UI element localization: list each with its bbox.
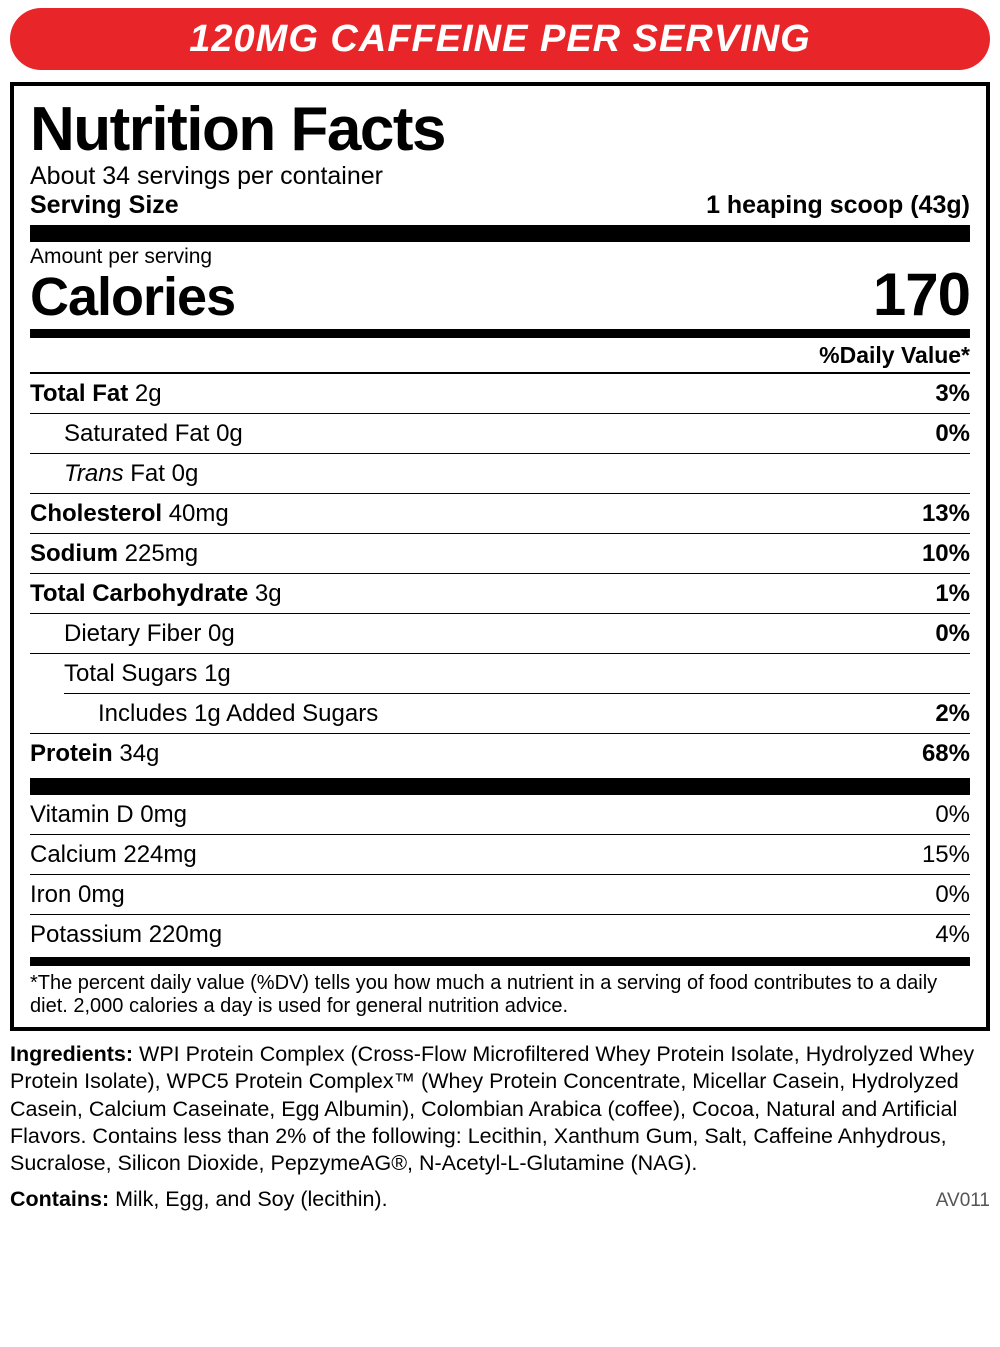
ingredients-label: Ingredients:: [10, 1041, 134, 1066]
nutrient-row: [30, 494, 970, 533]
divider-medium-calories: [30, 329, 970, 338]
nutrient-row: [30, 694, 970, 733]
daily-value-header: %Daily Value*: [819, 341, 970, 368]
divider-thick-protein: [30, 778, 970, 795]
nutrient-rows: [30, 374, 970, 773]
contains-line: [10, 1187, 388, 1212]
micronutrient-row: [30, 795, 970, 834]
nutrient-daily-value: 10%: [921, 539, 970, 567]
micronutrient-row: [30, 835, 970, 874]
nutrient-name: Includes 1g Added Sugars: [98, 699, 379, 727]
nutrient-row: [30, 454, 970, 493]
nutrient-row: [30, 414, 970, 453]
nutrient-daily-value: 2%: [935, 699, 970, 727]
serving-size-label: Serving Size: [30, 190, 179, 219]
nutrient-name: Total Carbohydrate 3g: [30, 579, 282, 607]
nutrient-name: Trans Fat 0g: [64, 459, 199, 487]
nutrient-row: [30, 534, 970, 573]
page-title: Nutrition Facts: [30, 95, 445, 164]
caffeine-banner: [10, 8, 990, 70]
nutrient-daily-value: 68%: [921, 739, 970, 767]
micronutrient-name: Potassium 220mg: [30, 920, 223, 948]
contains-section: [10, 1187, 990, 1212]
nutrient-daily-value: 3%: [935, 379, 970, 407]
ingredients-section: [10, 1041, 990, 1177]
micronutrient-daily-value: 0%: [935, 880, 970, 908]
nutrient-daily-value: 0%: [935, 419, 970, 447]
micronutrient-row: [30, 915, 970, 954]
micronutrient-rows: [30, 795, 970, 954]
product-code: AV011: [935, 1190, 990, 1212]
nutrient-daily-value: 0%: [935, 619, 970, 647]
nutrient-row: [30, 654, 970, 693]
nutrient-row: [30, 614, 970, 653]
micronutrient-name: Calcium 224mg: [30, 840, 197, 868]
serving-size-value: 1 heaping scoop (43g): [706, 190, 970, 219]
amount-per-serving-label: Amount per serving: [30, 244, 213, 268]
daily-value-footnote: *The percent daily value (%DV) tells you how much a nutrient in a serving of food contributes to a daily diet. 2,000 calories a day is used for general nutrition advice.: [30, 971, 938, 1018]
nutrient-row: [30, 574, 970, 613]
calories-row: [30, 260, 970, 328]
micronutrient-row: [30, 875, 970, 914]
ingredients-text: WPI Protein Complex (Cross-Flow Microfiltered Whey Protein Isolate, Hydrolyzed Whey Protein Isolate), WPC5 Protein Complex™ (Whey Protein Concentrate, Micellar Casein, Hydrolyzed Casein, Calcium Caseinate, Egg Albumin), Colombian Arabica (coffee), Cocoa, Natural and Artificial Flavors. Contains less than 2% of the following: Lecithin, Xanthum Gum, Salt, Caffeine Anhydrous, Sucralose, Silicon Dioxide, PepzymeAG®, N-Acetyl-L-Glutamine (NAG).: [10, 1041, 975, 1176]
nutrient-daily-value: 1%: [935, 579, 970, 607]
micronutrient-daily-value: 4%: [935, 920, 970, 948]
micronutrient-name: Iron 0mg: [30, 880, 125, 908]
caffeine-banner-text: 120MG CAFFEINE PER SERVING: [189, 17, 811, 60]
nutrient-name: Protein 34g: [30, 739, 160, 767]
contains-text: Milk, Egg, and Soy (lecithin).: [109, 1187, 388, 1212]
contains-label: Contains:: [10, 1187, 110, 1212]
nutrient-name: Cholesterol 40mg: [30, 499, 229, 527]
nutrient-name: Sodium 225mg: [30, 539, 199, 567]
servings-per-container: About 34 servings per container: [30, 162, 383, 191]
micronutrient-daily-value: 15%: [921, 840, 970, 868]
divider-medium-footnote: [30, 957, 970, 966]
nutrient-name: Dietary Fiber 0g: [64, 619, 235, 647]
nutrient-name: Total Sugars 1g: [64, 659, 231, 687]
nutrient-row: [30, 734, 970, 773]
nutrient-daily-value: 13%: [921, 499, 970, 527]
calories-label: Calories: [30, 267, 236, 328]
nutrient-row: [30, 374, 970, 413]
nutrient-name: Saturated Fat 0g: [64, 419, 243, 447]
nutrition-facts-panel: [10, 82, 990, 1031]
micronutrient-daily-value: 0%: [935, 800, 970, 828]
serving-size-row: [30, 191, 970, 220]
nutrient-name: Total Fat 2g: [30, 379, 162, 407]
calories-value: 170: [872, 260, 970, 328]
divider-thick-top: [30, 225, 970, 242]
micronutrient-name: Vitamin D 0mg: [30, 800, 187, 828]
